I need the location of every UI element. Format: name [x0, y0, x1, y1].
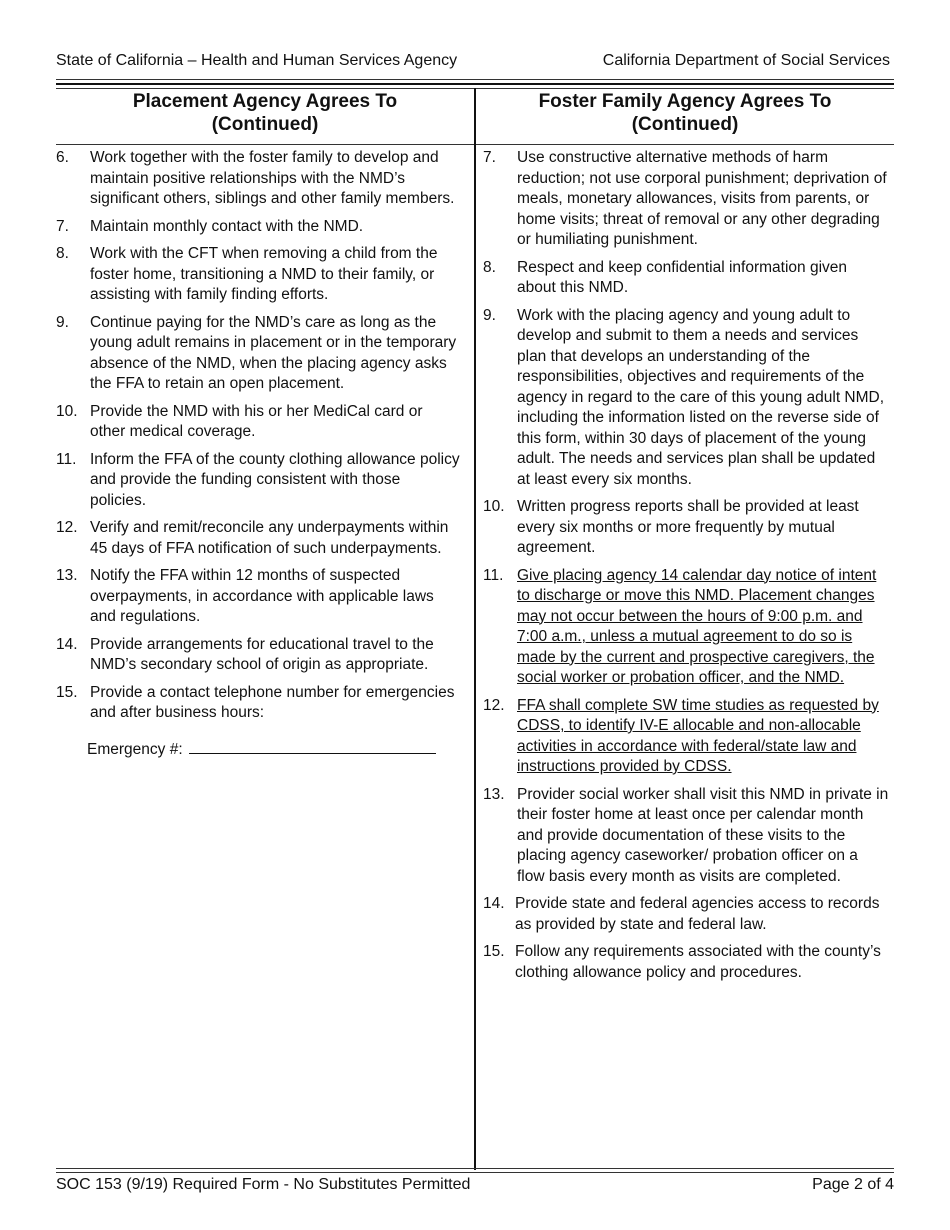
item-number: 6. [56, 149, 69, 166]
item-text: Notify the FFA within 12 months of suspected overpayments, in accordance with applicable laws and regulations. [90, 567, 434, 625]
header-rule-top [56, 79, 894, 80]
header-department: California Department of Social Services [602, 52, 890, 69]
item-number: 14. [483, 895, 505, 912]
header-agency: State of California – Health and Human Services Agency [56, 52, 458, 69]
list-item [483, 894, 889, 935]
item-text: Verify and remit/reconcile any underpayments within 45 days of FFA notification of such underpayments. [90, 519, 449, 557]
list-item [483, 785, 889, 888]
item-number: 9. [483, 306, 496, 324]
right-column-title [476, 90, 894, 136]
item-text: Inform the FFA of the county clothing allowance policy and provide the funding consistent with those policies. [90, 450, 460, 509]
column-divider [474, 88, 476, 1170]
item-number: 15. [483, 943, 505, 960]
item-number: 15. [56, 683, 78, 701]
item-text: Provide state and federal agencies access to records as provided by state and federal law. [515, 895, 880, 933]
page-footer [56, 1176, 894, 1198]
item-text: Work with the placing agency and young adult to develop and submit to them a needs and services plan that develops an understanding of the responsibilities, objectives and requirements of the agency in regard to the care of this young adult NMD, including the information listed on the reverse side of this form, within 30 days of placement of the young adult. The needs and services plan shall be updated at least every six months. [517, 306, 885, 488]
item-number: 11. [56, 450, 77, 468]
item-number: 10. [56, 402, 78, 420]
item-text: Provider social worker shall visit this NMD in private in their foster home at least once per calendar month and provide documentation of these visits to the placing agency caseworker/ probation officer on a flow basis every month as visits are completed. [517, 785, 889, 885]
left-title-line2: (Continued) [211, 114, 319, 135]
item-text: Use constructive alternative methods of harm reduction; not use corporal punishment; deprivation of meals, monetary allowances, visits from parents, or home visits; threat of removal or any other degrading or humiliating punishment. [517, 149, 887, 248]
item-number: 7. [56, 217, 69, 235]
item-text-underlined: Give placing agency 14 calendar day notice of intent to discharge or move this NMD. Placement changes may not occur between the hours of 9:00 p.m. and 7:00 a.m., unless a mutual agreement to do so is made by the current and prospective caregivers, the social worker or probation officer, and the NMD. [517, 566, 877, 686]
right-title-line1: Foster Family Agency Agrees To [538, 91, 832, 112]
footer-page-number: Page 2 of 4 [812, 1176, 894, 1193]
item-number: 10. [483, 498, 505, 515]
item-number: 13. [56, 567, 78, 584]
item-text: Provide the NMD with his or her MediCal card or other medical coverage. [90, 402, 423, 440]
item-number: 8. [483, 258, 496, 276]
item-text: Continue paying for the NMD’s care as long as the young adult remains in placement or in the temporary absence of the NMD, when the placing agency asks the FFA to retain an open placement. [90, 313, 457, 392]
item-text: Follow any requirements associated with the county’s clothing allowance policy and procedures. [515, 943, 881, 981]
item-text-underlined: FFA shall complete SW time studies as requested by CDSS, to identify IV-E allocable and non-allocable activities in accordance with federal/state law and instructions provided by CDSS. [517, 696, 879, 775]
list-item [56, 518, 460, 559]
footer-rule-top [56, 1168, 894, 1169]
emergency-label: Emergency #: [87, 740, 183, 758]
list-item [56, 683, 460, 724]
right-column [483, 148, 889, 990]
right-title-line2: (Continued) [631, 114, 739, 135]
list-item [483, 696, 889, 778]
list-item [56, 402, 460, 443]
item-text: Work with the CFT when removing a child from the foster home, transitioning a NMD to their family, or assisting with family finding efforts. [90, 245, 438, 303]
emergency-number-field[interactable] [189, 738, 436, 754]
item-text: Written progress reports shall be provided at least every six months or more frequently by mutual agreement. [517, 498, 859, 556]
footer-rule-bottom [56, 1172, 894, 1173]
item-text: Maintain monthly contact with the NMD. [90, 217, 364, 235]
list-item [56, 566, 460, 628]
item-text: Provide a contact telephone number for emergencies and after business hours: [90, 683, 455, 721]
item-number: 8. [56, 245, 69, 262]
header-rule-bottom [56, 83, 894, 85]
item-number: 11. [483, 566, 504, 584]
list-item [483, 148, 889, 251]
list-item [56, 313, 460, 395]
list-item [56, 450, 460, 512]
item-text: Work together with the foster family to develop and maintain positive relationships with the NMD’s significant others, siblings and other family members. [90, 149, 455, 207]
list-item [483, 306, 889, 491]
item-number: 12. [56, 519, 78, 536]
list-item [483, 258, 889, 299]
item-number: 9. [56, 313, 69, 331]
item-text: Provide arrangements for educational travel to the NMD’s secondary school of origin as appropriate. [90, 635, 434, 673]
list-item [56, 244, 460, 306]
footer-form-id: SOC 153 (9/19) Required Form - No Substitutes Permitted [56, 1176, 471, 1193]
list-item [56, 217, 460, 238]
left-column [56, 148, 460, 760]
item-number: 13. [483, 785, 505, 803]
list-item [56, 635, 460, 676]
list-item [483, 942, 889, 983]
list-item [483, 566, 889, 689]
item-text: Respect and keep confidential information given about this NMD. [517, 258, 848, 296]
emergency-line [56, 738, 460, 761]
item-number: 14. [56, 635, 78, 653]
page-header [56, 52, 890, 74]
left-title-line1: Placement Agency Agrees To [132, 91, 398, 112]
list-item [483, 497, 889, 559]
left-column-title [56, 90, 474, 136]
item-number: 12. [483, 696, 505, 714]
list-item [56, 148, 460, 210]
item-number: 7. [483, 149, 496, 166]
